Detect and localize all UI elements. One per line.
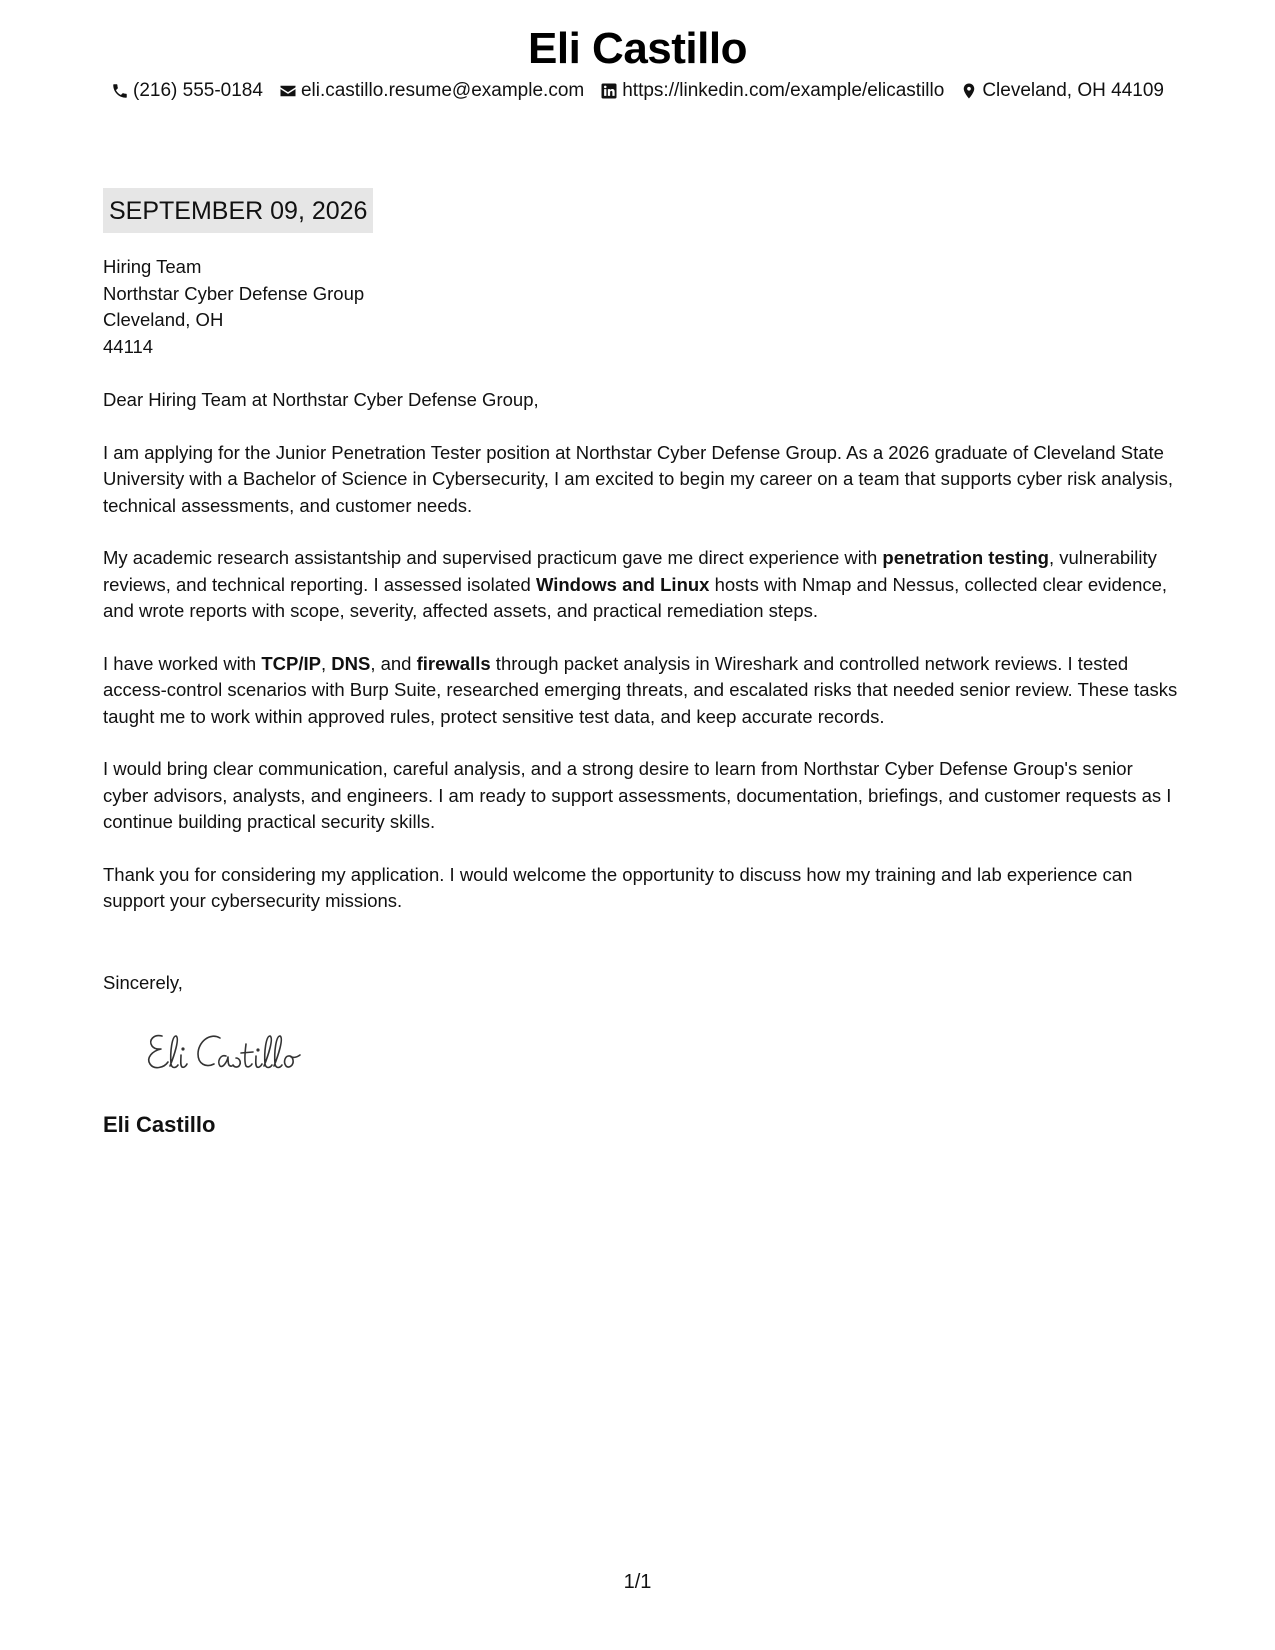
text-run: ,	[320, 652, 332, 674]
paragraph-3	[103, 651, 1178, 731]
phone-icon	[111, 82, 129, 100]
page-number: 1/1	[623, 1571, 652, 1593]
text-run: , and	[370, 652, 417, 674]
closing: Sincerely,	[103, 972, 183, 993]
contact-linkedin	[600, 78, 944, 104]
letter-body	[103, 387, 1178, 941]
letter-date: SEPTEMBER 09, 2026	[103, 188, 373, 233]
bold-keyword: DNS	[331, 652, 371, 674]
text-run: through packet analysis in Wireshark and controlled network reviews. I tested access-control scenarios with Burp Suite, researched emerging threats, and escalated risks that needed senior review. These tasks taught me to work within approved rules, protect sensitive test data, and keep accurate records.	[103, 652, 1178, 727]
contact-location	[960, 78, 1164, 104]
recipient-block	[103, 254, 364, 360]
envelope-icon	[279, 82, 297, 100]
recipient-line: Hiring Team	[103, 256, 202, 277]
applicant-name: Eli Castillo	[528, 24, 747, 73]
bold-keyword: firewalls	[416, 652, 491, 674]
recipient-line: Northstar Cyber Defense Group	[103, 282, 365, 304]
contact-email	[279, 78, 584, 104]
paragraph-4: I would bring clear communication, careful analysis, and a strong desire to learn from Northstar Cyber Defense Group's senior cyber advisors, analysts, and engineers. I am ready to support assessments, documentation, briefings, and customer requests as I continue building practical security skills.	[103, 758, 1172, 832]
linkedin-text: https://linkedin.com/example/elicastillo	[622, 80, 945, 101]
bold-keyword: Windows and Linux	[535, 573, 710, 595]
linkedin-icon	[600, 82, 618, 100]
bold-keyword: penetration testing	[882, 547, 1049, 568]
text-run: I have worked with	[103, 652, 262, 674]
signer-name: Eli Castillo	[103, 1112, 216, 1137]
location-text: Cleveland, OH 44109	[982, 80, 1164, 101]
paragraph-2	[103, 545, 1178, 625]
text-run: , vulnerability reviews, and technical reporting. I assessed isolated	[103, 547, 1157, 595]
email-text: eli.castillo.resume@example.com	[300, 80, 585, 101]
recipient-line: Cleveland, OH	[103, 309, 224, 330]
phone-text: (216) 555-0184	[133, 80, 263, 101]
text-run: My academic research assistantship and supervised practicum gave me direct experience with	[103, 547, 883, 568]
bold-keyword: TCP/IP	[261, 652, 321, 674]
paragraph-5: Thank you for considering my application. I would welcome the opportunity to discuss how my training and lab experience can support your cybersecurity missions.	[103, 863, 1133, 911]
handwritten-signature	[140, 1022, 330, 1082]
recipient-line: 44114	[103, 335, 154, 357]
contact-phone	[111, 78, 263, 104]
map-marker-icon	[960, 82, 978, 100]
paragraph-1: I am applying for the Junior Penetration Tester position at Northstar Cyber Defense Group. As a 2026 graduate of Cleveland State University with a Bachelor of Science in Cybersecurity, I am excited to begin my career on a team that supports cyber risk analysis, technical assessments, and customer needs.	[103, 441, 1174, 516]
salutation: Dear Hiring Team at Northstar Cyber Defense Group,	[103, 389, 539, 410]
contact-bar	[0, 78, 1275, 104]
text-run: hosts with Nmap and Nessus, collected clear evidence, and wrote reports with scope, severity, affected assets, and practical remediation steps.	[103, 573, 1168, 621]
